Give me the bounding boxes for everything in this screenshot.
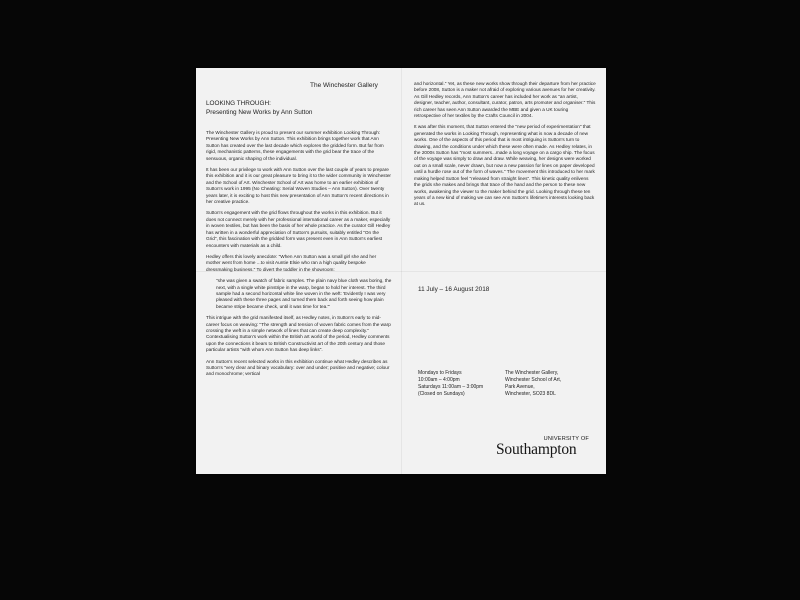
paragraph: and horizontal." Yet, as these new works show through their departure from her practice before 2008, Sutton is a maker not afraid of exploring various avenues for her creativity. As Gill Hedley records, Ann Sutton's career has included her work as "an artist, designer, teacher, author, consultant, curator, patron, arts promoter and organiser." This rich career has seen Ann Sutton awarded the MBE and given a UK touring retrospective of her textiles by the Crafts Council in 2004. (414, 81, 596, 119)
paragraph: It has been our privilege to work with Ann Sutton over the last couple of years to prepare this exhibition and it is our great pleasure to bring it to the wider community in Winchester and the School of Art. Winchester School of Art was home to an earlier exhibition of Sutton's work in 1995 (No Cheating: Serial Woven Studies – Ann Sutton). Over twenty years later, it is exciting to host this new presentation of Ann Sutton's recent directions in her creative practice. (206, 167, 391, 205)
paragraph: It was after this moment, that Sutton entered the "new period of experimentation" that generated the works in Looking Through, representing what is now a decade of new works. One of the aspects of this period that is most intriguing is Sutton's turn to drawing, and the conditions under which these were often made. As Hedley relates, in the 2000s Sutton has "most summers...made a long voyage on a cargo ship. The focus of the voyage was simply to draw and draw. While weaving, her designs were worked out on a small scale, never drawn, but now a new passion for lines on paper developed until a hurdle rose out of the form of waves." The movement this introduced to her mark making helped Sutton feel "released from straight lines". This kinetic quality enlivens the grids she makes and brings that trace of the hand and the person to these new works, awakening the viewer to the maker behind the grid. Looking through these ten years of a new kind of making we can see Ann Sutton's lifetime's interests looking back at us. (414, 124, 595, 207)
opening-hours (418, 370, 483, 398)
address-line: Winchester, SO23 8DL (505, 391, 556, 397)
hours-line: Mondays to Fridays (418, 370, 462, 376)
paragraph: This intrigue with the grid manifested itself, as Hedley notes, in Sutton's early to mid-career focus on weaving: "The strength and tension of woven fabric comes from the warp crossing the weft in a simple network of lines that can create deep complexity." Contextualising Sutton's work within the British art world of the period, Hedley comments upon the connections it bears to British Constructivist art of the 20th century and those particular artists "with whom Ann Sutton has deep links". (206, 315, 391, 353)
paragraph: The Winchester Gallery is proud to present our summer exhibition Looking Through: Presenting New Works by Ann Sutton. This exhibition brings together work that Ann Sutton has created over the last decade which explores the gridded form. But far from rigid, mechanistic patterns, these engagements with the grid bear the trace of the sensuous, organic shaping of the individual. (206, 130, 384, 161)
hours-line: 10:00am – 4:00pm (418, 377, 460, 383)
university-logo (496, 436, 592, 457)
title-line-1: LOOKING THROUGH: (206, 100, 271, 107)
paragraph: Sutton's engagement with the grid flows throughout the works in this exhibition. But it does not connect merely with her professional international career as a maker, especially in woven textiles, but has been the basis of her whole practice. As the curator Gill Hedley has written in a wonderful appreciation of Sutton's pursuits, suitably entitled "On the Grid", this fascination with the gridded form was present even in Ann Sutton's earliest encounters with materials as a child. (206, 210, 391, 248)
exhibition-leaflet (196, 68, 606, 474)
logo-top-text: UNIVERSITY OF (543, 436, 589, 442)
paragraph: Ann Sutton's recent selected works in this exhibition continue what Hedley describes as Sutton's "very clear and binary vocabulary: over and under; positive and negative; colour and monochrome; vertical (206, 358, 390, 377)
gallery-name: The Winchester Gallery (310, 82, 378, 89)
exhibition-dates: 11 July – 16 August 2018 (418, 286, 490, 293)
left-column-text (206, 130, 392, 383)
block-quote: "she was given a swatch of fabric samples. The plain navy blue cloth was boring, the next, with a single white pinstripe in the warp, began to hold her interest. The third sample had a second horizontal white line woven in the weft: 'Evidently I was very pleased with these three pages and turned them back and forth seeing how plain became stripe became check, until it was time for tea.'" (216, 278, 392, 309)
hours-line: Saturdays 11:00am – 3:00pm (418, 384, 484, 390)
address-line: The Winchester Gallery, (505, 370, 559, 376)
paragraph: Hedley offers this lovely anecdote: "When Ann Sutton was a small girl she and her mother went from home ...to visit Auntie Elsie who ran a high quality bespoke dressmaking business." To divert the toddler in the showroom: (206, 253, 377, 272)
exhibition-title (206, 100, 392, 117)
address-line: Park Avenue, (505, 384, 535, 390)
logo-main-text: Southampton (496, 441, 577, 458)
address-line: Winchester School of Art, (505, 377, 562, 383)
title-line-2: Presenting New Works by Ann Sutton (206, 108, 313, 116)
right-column-text (414, 81, 596, 213)
gallery-address (505, 370, 561, 398)
hours-line: (Closed on Sundays) (418, 391, 465, 397)
